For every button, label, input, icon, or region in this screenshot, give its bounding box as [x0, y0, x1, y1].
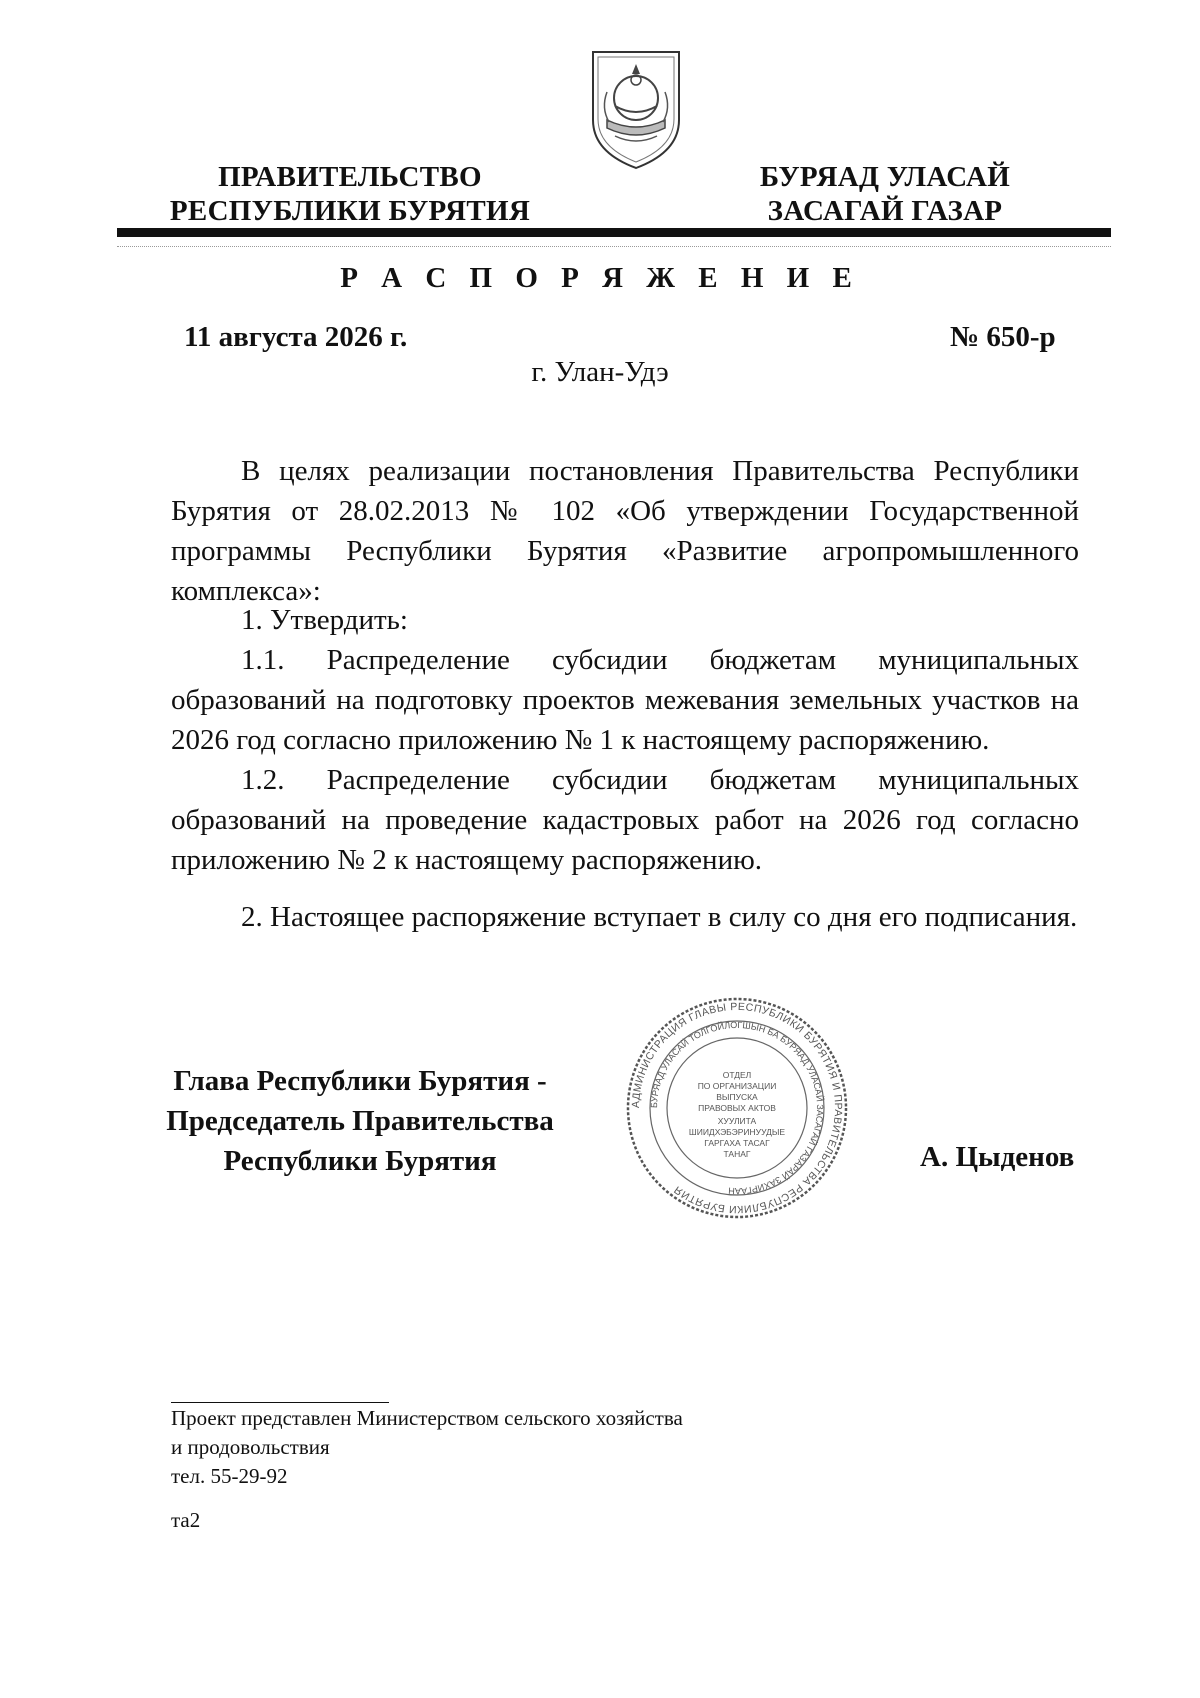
coat-of-arms-emblem	[585, 48, 687, 172]
footnote-line2: и продовольствия	[171, 1435, 330, 1459]
seal-center-line-5: ХУУЛИТА	[717, 1116, 757, 1126]
seal-center-line-7: ГАРГАХА ТАСАГ	[704, 1138, 770, 1148]
footnote	[171, 1404, 871, 1491]
item-1-1: 1.1. Распределение субсидии бюджетам муниципальных образований на подготовку проектов межевания земельных участков на 2026 год согласно приложению № 1 к настоящему распоряжению.	[171, 644, 1079, 756]
header-divider-thin	[117, 246, 1111, 247]
item-1: 1. Утвердить:	[241, 604, 408, 636]
seal-center-line-1: ОТДЕЛ	[722, 1070, 752, 1080]
document-type-title: Р А С П О Р Я Ж Е Н И Е	[340, 262, 860, 294]
header-right-line2: ЗАСАГАЙ ГАЗАР	[767, 195, 1003, 227]
signer-title-line3: Республики Бурятия	[223, 1145, 497, 1177]
signer-title-line1: Глава Республики Бурятия -	[173, 1065, 547, 1097]
seal-center-line-3: ВЫПУСКА	[716, 1092, 758, 1102]
document-date: 11 августа 2026 г.	[184, 321, 408, 353]
item-2: 2. Настоящее распоряжение вступает в силу со дня его подписания.	[241, 901, 1078, 933]
signer-title	[160, 1061, 560, 1181]
resolution-item-2-section	[171, 897, 1079, 937]
signer-name: А. Цыденов	[920, 1141, 1075, 1173]
footnote-divider	[171, 1402, 389, 1403]
document-city: г. Улан-Удэ	[531, 356, 669, 388]
header-government-ru	[160, 160, 540, 228]
seal-outer-text: АДМИНИСТРАЦИЯ ГЛАВЫ РЕСПУБЛИКИ БУРЯТИЯ И ПРАВИТЕЛЬСТВА РЕСПУБЛИКИ БУРЯТИЯ	[629, 1000, 845, 1216]
seal-center-line-8: ТАНАГ	[723, 1149, 751, 1159]
seal-center-line-2: ПО ОРГАНИЗАЦИИ	[697, 1081, 777, 1091]
preamble-section	[171, 451, 1079, 611]
seal-center-line-4: ПРАВОВЫХ АКТОВ	[698, 1103, 776, 1113]
header-right-line1: БУРЯАД УЛАСАЙ	[759, 161, 1011, 193]
footnote-phone: тел. 55-29-92	[171, 1464, 288, 1488]
item-1-2: 1.2. Распределение субсидии бюджетам муниципальных образований на проведение кадастровых работ на 2026 год согласно приложению № 2 к настоящему распоряжению.	[171, 764, 1079, 876]
seal-inner-text: БУРЯАД УЛАСАЙ ТОЛГОЙЛОГШЫН БА БУРЯАД УЛАСАЙ ЗАСАГАЙ ГАЗАРАЙ ЗАХИРГААН	[648, 1019, 826, 1197]
signer-title-line2: Председатель Правительства	[166, 1105, 554, 1137]
header-left-line2: РЕСПУБЛИКИ БУРЯТИЯ	[169, 195, 531, 227]
header-government-bua	[735, 160, 1035, 228]
official-seal-stamp	[625, 996, 849, 1220]
resolution-items	[171, 600, 1079, 880]
document-code: та2	[171, 1508, 201, 1532]
footnote-line1: Проект представлен Министерством сельского хозяйства	[171, 1406, 683, 1430]
header-divider-thick	[117, 228, 1111, 237]
seal-center-line-6: ШИИДХЭБЭРИНУУДЫЕ	[688, 1127, 786, 1137]
preamble-paragraph: В целях реализации постановления Правительства Республики Бурятия от 28.02.2013 № 102 «Об утверждении Государственной программы Республики Бурятия «Развитие агропромышленного комплекса»:	[171, 455, 1079, 607]
header-left-line1: ПРАВИТЕЛЬСТВО	[218, 161, 482, 193]
document-number: № 650-р	[950, 321, 1056, 353]
